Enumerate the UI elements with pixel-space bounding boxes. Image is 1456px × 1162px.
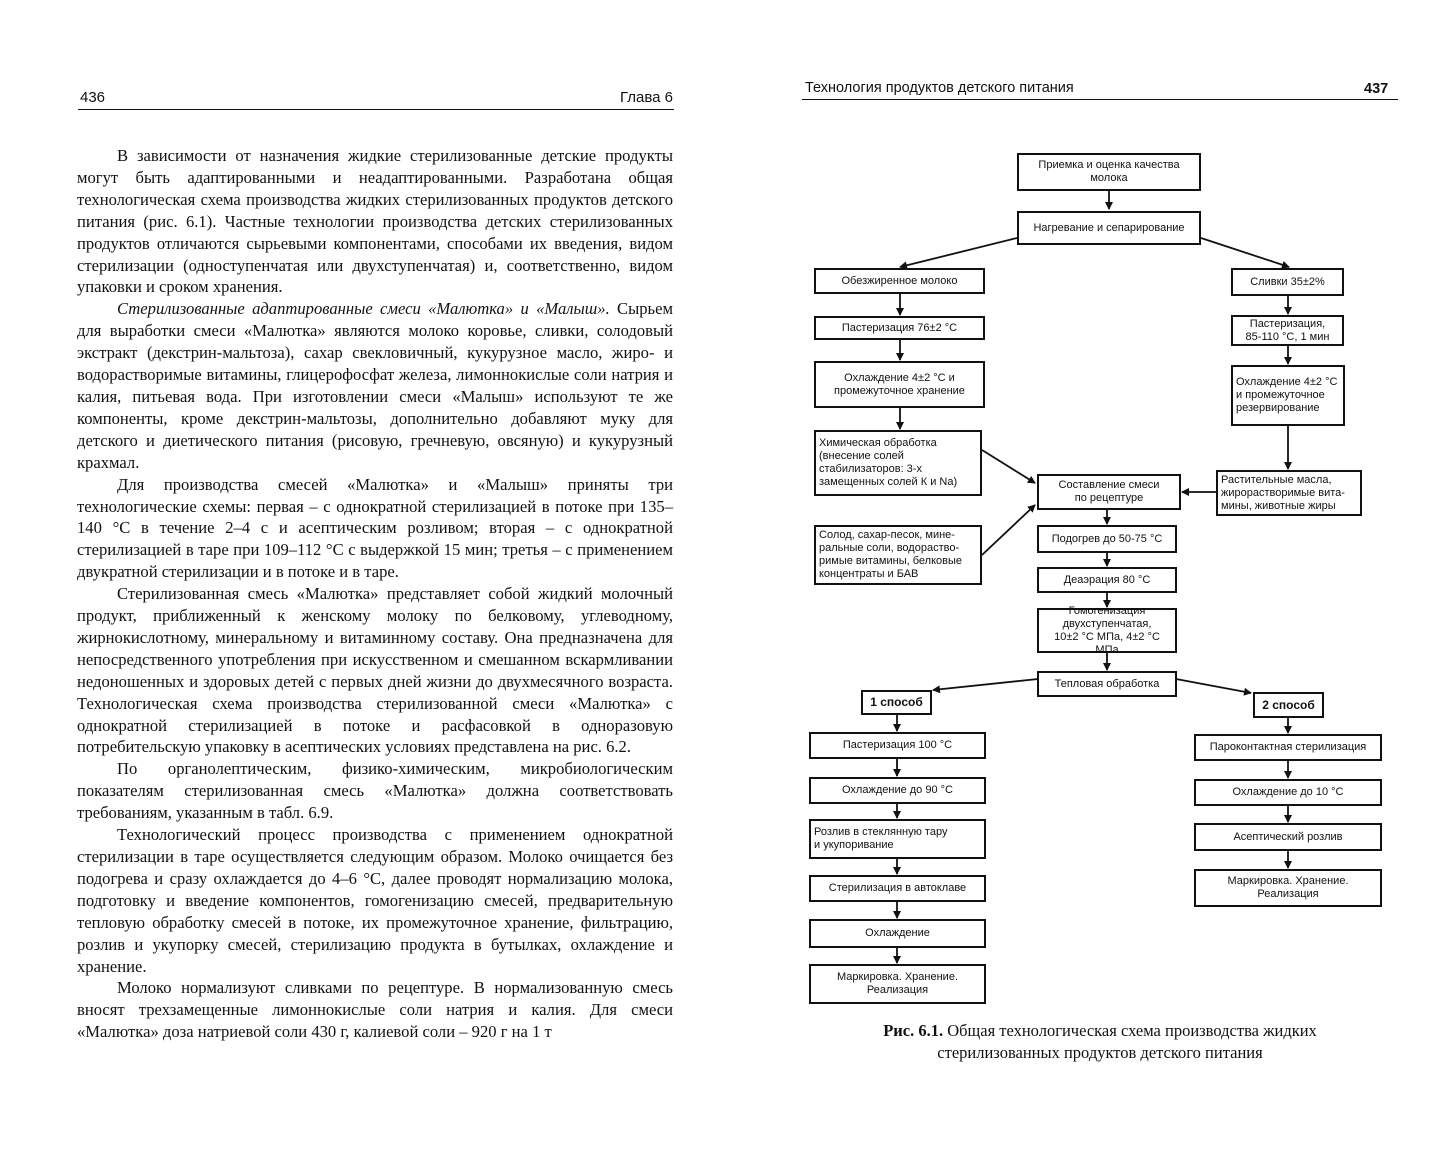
box-pasteurization-76: Пастеризация 76±2 °С <box>814 316 985 340</box>
paragraph: В зависимости от назначения жидкие стерилизованные детские продукты могут быть адаптированными и неадаптированными. Разработана общая технологическая схема производства жидких стерилизованных продуктов детского питания (рис. 6.1). Частные технологии производства детских стерилизованных продуктов отличаются сырьевыми компонентами, способами их введения, видом стерилизации (одноступенчатая или двухступенчатая) и, соответственно, видом упаковки и сроком хранения. <box>77 146 673 297</box>
arrow <box>982 505 1035 555</box>
box-homogenization: Гомогенизация двухступенчатая, 10±2 °С МПа, 4±2 °С МПа <box>1037 608 1177 653</box>
box-preheating: Подогрев до 50-75 °С <box>1037 525 1177 553</box>
box-skim-milk: Обезжиренное молоко <box>814 268 985 294</box>
arrow <box>1201 238 1289 267</box>
chapter-title: Глава 6 <box>619 89 673 106</box>
body-text <box>77 145 673 1043</box>
box-m2-cooling-10: Охлаждение до 10 °С <box>1194 779 1382 806</box>
box-m2-aseptic-filling: Асептический розлив <box>1194 823 1382 851</box>
paragraph: Стерилизованная смесь «Малютка» представляет собой жидкий молочный продукт, приближенный к женскому молоку по белковому, углеводному, жирнокислотному, минеральному и витаминному составу. Она предназначена для непосредственного употребления при искусственном и смешанном вскармливании недоношенных и здоровых детей с первых дней жизни до двухмесячного возраста. Технологическая схема производства стерилизованной смеси «Малютка» с однократной стерилизацией в потоке и расфасовкой в одноразовую потребительскую упаковку в асептических условиях представлена на рис. 6.2. <box>77 584 673 757</box>
label-method-2: 2 способ <box>1253 692 1324 718</box>
paragraph: Технологический процесс производства с применением однократной стерилизации в таре осуществляется следующим образом. Молоко очищается без подогрева и сразу охлаждается до 4–6 °С, далее проводят нормализацию молока, подготовку и введение компонентов, гомогенизацию смесей, предварительную тепловую обработку смесей в потоке, их промежуточное хранение, фильтрацию, розлив и укупорку смесей, стерилизацию продукта в бутылках, охлаждение и хранение. <box>77 825 673 976</box>
box-cooling-storage: Охлаждение 4±2 °С и промежуточное хранение <box>814 361 985 408</box>
box-m1-cooling-90: Охлаждение до 90 °С <box>809 777 986 804</box>
box-m1-cooling: Охлаждение <box>809 919 986 948</box>
box-m2-steam-sterilization: Пароконтактная стерилизация <box>1194 734 1382 761</box>
box-m1-bottling: Розлив в стеклянную тару и укупоривание <box>809 819 986 859</box>
box-mix-composition: Составление смеси по рецептуре <box>1037 474 1181 510</box>
box-inputs-malt: Солод, сахар-песок, мине- ральные соли, водораство- римые витамины, белковые концентраты и БАВ <box>814 525 982 585</box>
page-number-right: 437 <box>1364 81 1389 97</box>
label-method-1: 1 способ <box>861 690 932 715</box>
arrow <box>933 679 1038 690</box>
header-rule-left <box>78 109 674 110</box>
arrow <box>1176 679 1251 693</box>
paragraph: Стерилизованные адаптированные смеси «Малютка» и «Малыш». Сырьем для выработки смеси «Малютка» являются молоко коровье, сливки, солодовый экстракт (декстрин-мальтоза), сахар свекловичный, кукурузное масло, жиро- и водорастворимые витамины, глицерофосфат железа, лимоннокислые соли натрия и калия, питьевая вода. При изготовлении смеси «Малыш» используют те же компоненты, кроме декстрин-мальтозы, дополнительно добавляют муку для детского и диетического питания (рисовую, гречневую, овсяную) и кукурузный крахмал. <box>77 299 673 472</box>
arrow <box>900 238 1017 267</box>
box-heating-separation: Нагревание и сепарирование <box>1017 211 1201 245</box>
box-m1-autoclave: Стерилизация в автоклаве <box>809 875 986 902</box>
box-deaeration: Деаэрация 80 °С <box>1037 567 1177 593</box>
box-cream-pasteurization: Пастеризация, 85-110 °С, 1 мин <box>1231 315 1344 346</box>
box-m2-labeling: Маркировка. Хранение. Реализация <box>1194 869 1382 907</box>
box-inputs-oils: Растительные масла, жирорастворимые вита- мины, животные жиры <box>1216 470 1362 516</box>
box-m1-pasteurization: Пастеризация 100 °С <box>809 732 986 759</box>
caption-label: Рис. 6.1. <box>883 1021 944 1040</box>
paragraph: Молоко нормализуют сливками по рецептуре. В нормализованную смесь вносят трехзамещенные лимоннокислые соли натрия и калия. Для смеси «Малютка» доза натриевой соли 430 г, калиевой соли – 920 г на 1 т <box>77 978 673 1042</box>
box-cream-cooling: Охлаждение 4±2 °С и промежуточное резервирование <box>1231 365 1345 426</box>
paragraph: Для производства смесей «Малютка» и «Малыш» приняты три технологические схемы: первая – с однократной стерилизацией в потоке при 135–140 °С в течение 2–4 с и асептическим розливом; вторая – с однократной стерилизацией в таре при 109–112 °С с выдержкой 15 мин; третья – с применением двукратной стерилизации и в потоке и в таре. <box>77 474 673 582</box>
italic-lead: Стерилизованные адаптированные смеси «Малютка» и «Малыш». <box>117 299 610 319</box>
page-number-left: 436 <box>80 89 106 106</box>
arrow <box>982 450 1035 483</box>
box-heat-treatment: Тепловая обработка <box>1037 671 1177 697</box>
box-cream: Сливки 35±2% <box>1231 268 1344 296</box>
figure-caption <box>840 1020 1360 1064</box>
box-chemical-treatment: Химическая обработка (внесение солей стабилизаторов: 3-х замещенных солей К и Na) <box>814 430 982 496</box>
paragraph: По органолептическим, физико-химическим, микробиологическим показателям стерилизованная смесь «Малютка» должна соответствовать требованиям, указанным в табл. 6.9. <box>77 759 673 823</box>
caption-text: Общая технологическая схема производства жидких стерилизованных продуктов детского питания <box>937 1021 1317 1062</box>
running-title: Технология продуктов детского питания <box>805 80 1074 96</box>
box-m1-labeling: Маркировка. Хранение. Реализация <box>809 964 986 1004</box>
right-page <box>728 0 1456 1162</box>
box-milk-acceptance: Приемка и оценка качества молока <box>1017 153 1201 191</box>
